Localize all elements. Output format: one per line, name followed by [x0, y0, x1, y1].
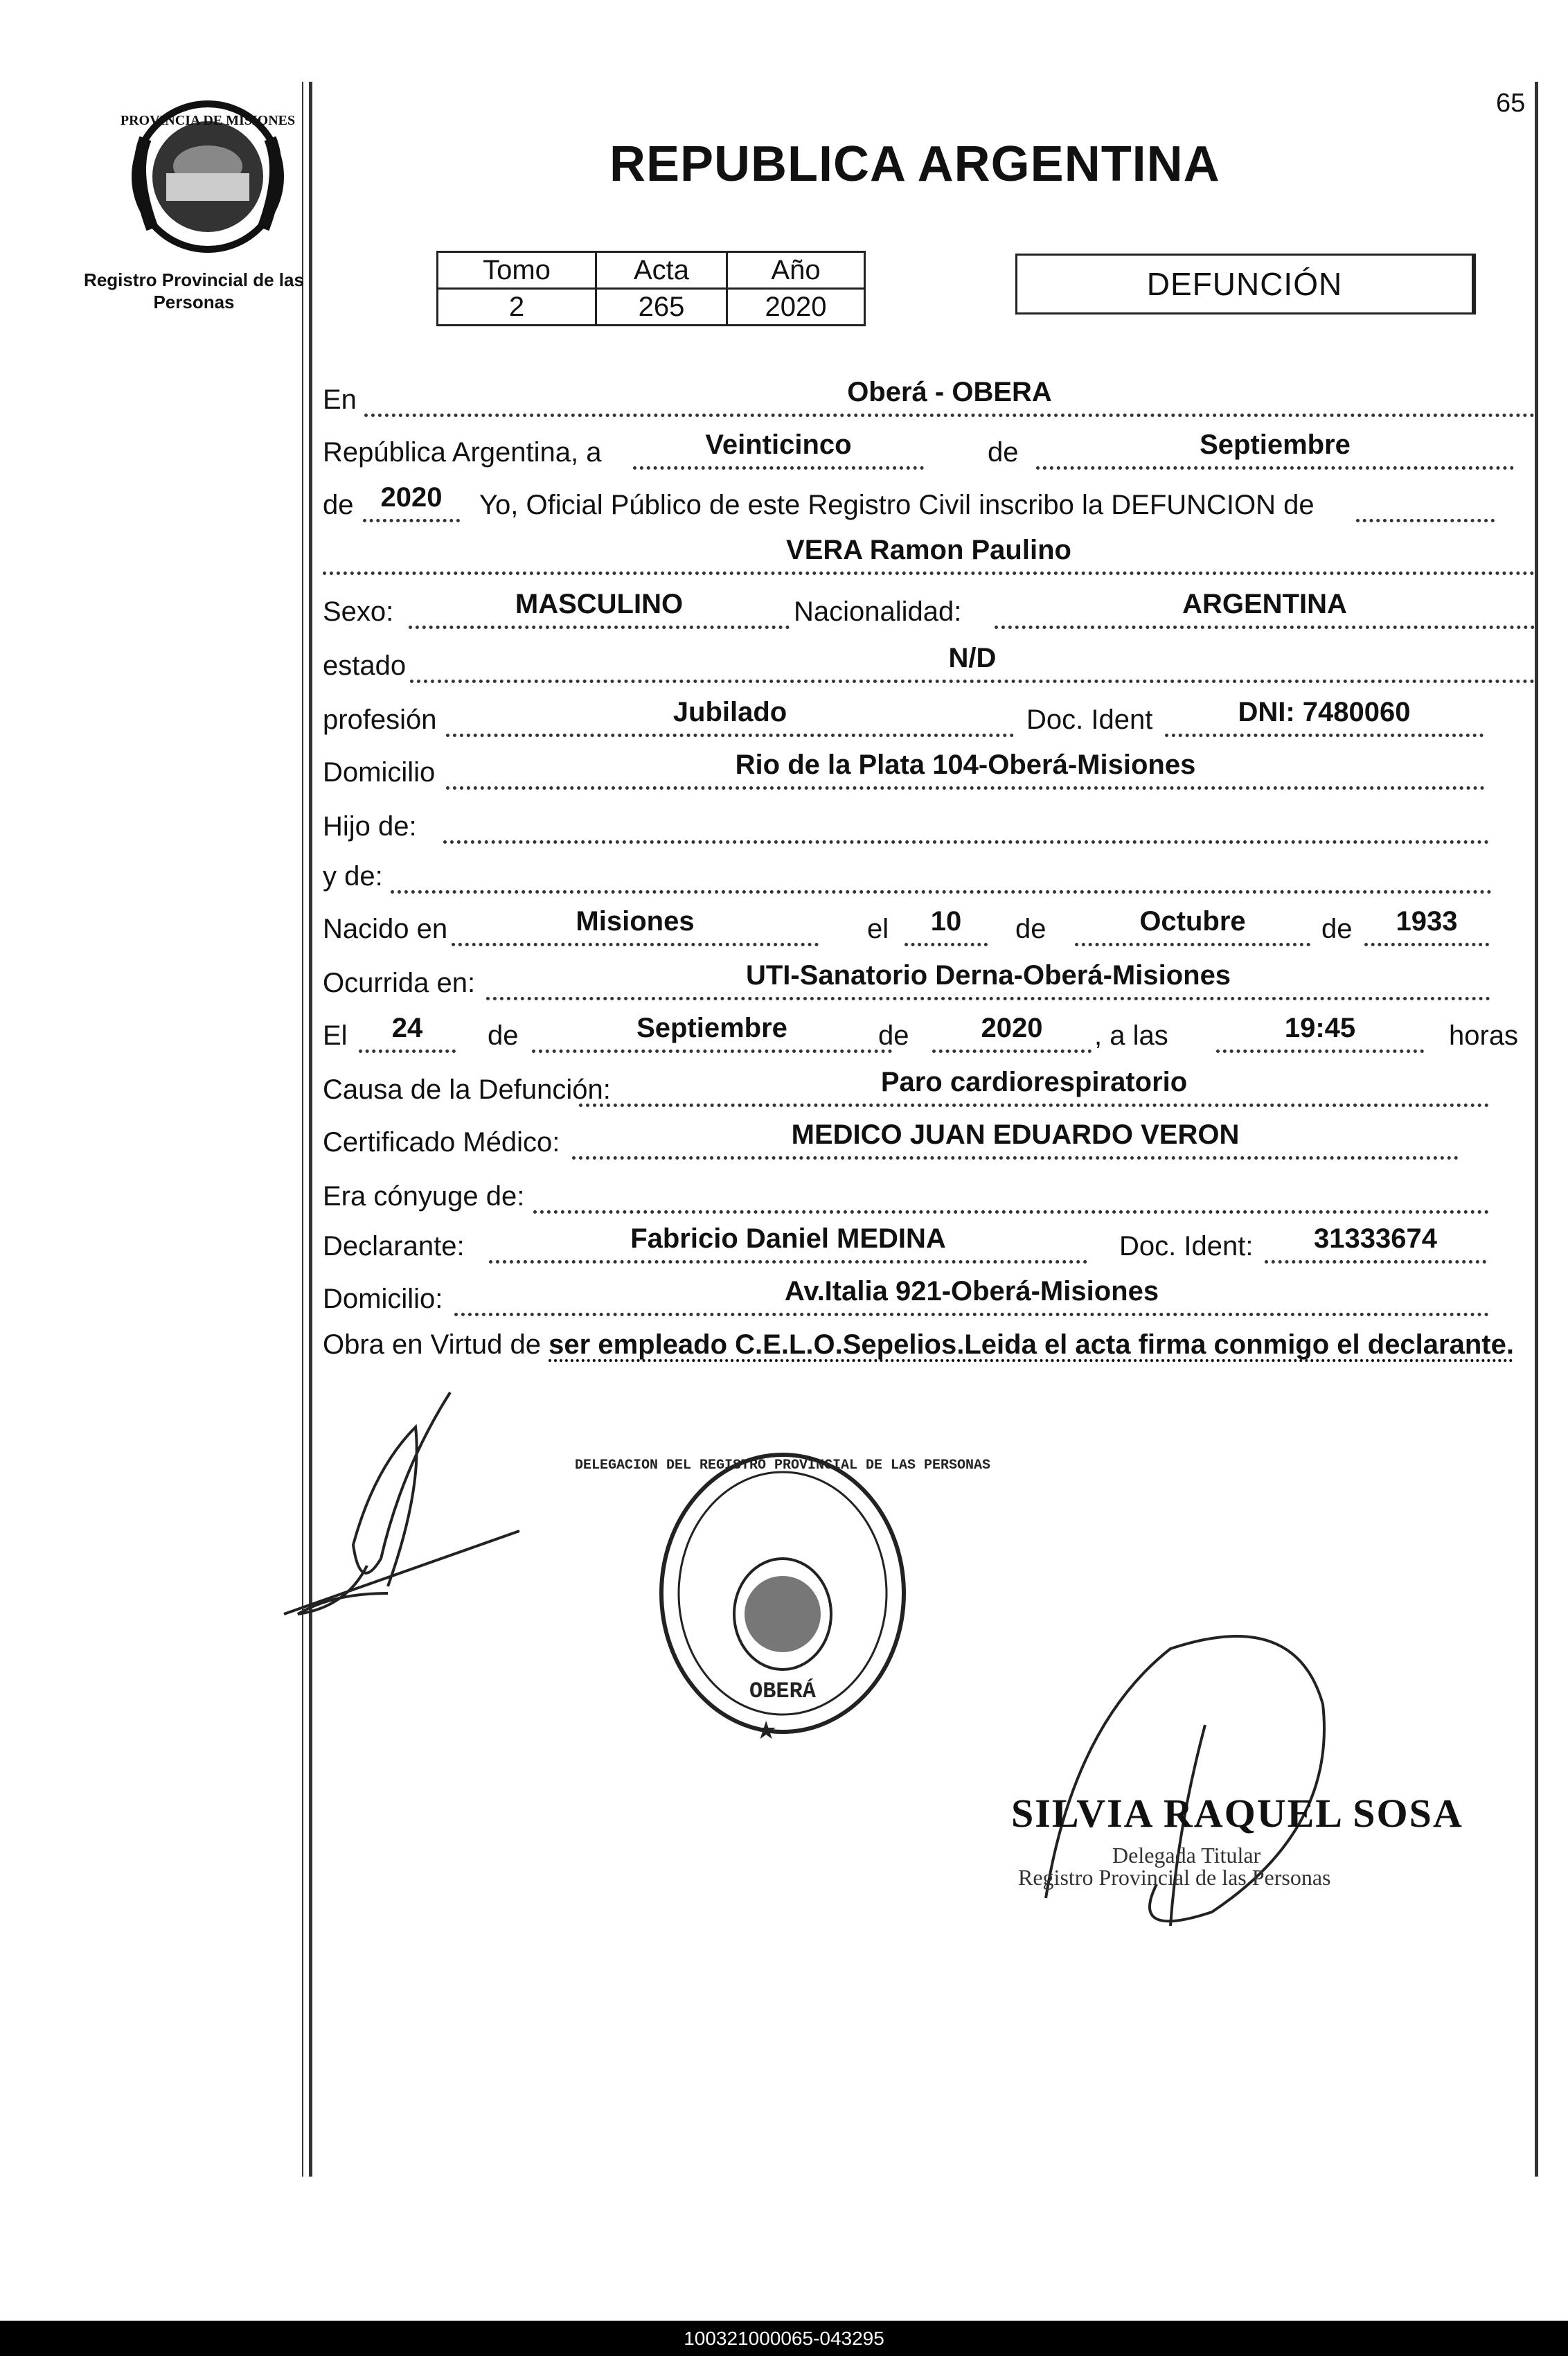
causa-field [579, 1068, 1489, 1107]
def-dia-field [359, 1013, 456, 1053]
nac-mes-field [1075, 907, 1310, 946]
alas-label: , a las [1094, 1020, 1168, 1051]
domicilio-value: Rio de la Plata 104-Oberá-Misiones [735, 750, 1196, 780]
yo-trailing-field [1356, 483, 1495, 522]
tomo-value: 2 [438, 289, 596, 326]
row-nacido [323, 906, 1535, 950]
obra-label: Obra en Virtud de [323, 1329, 542, 1360]
document-title: REPUBLICA ARGENTINA [609, 136, 1220, 192]
nacionalidad-field [995, 590, 1535, 629]
conyuge-field [533, 1174, 1489, 1214]
de-label: de [988, 437, 1019, 468]
def-de-label: de [488, 1020, 519, 1051]
nac-mes-value: Octubre [1139, 906, 1246, 937]
row-ocurrida [323, 960, 1535, 1004]
anio-header: Año [727, 252, 865, 289]
estado-field [410, 644, 1535, 683]
row-profesion [323, 697, 1535, 741]
sexo-label: Sexo: [323, 596, 394, 627]
anio-value: 2020 [380, 482, 443, 513]
def-de2-label: de [878, 1020, 909, 1051]
causa-value: Paro cardiorespiratorio [880, 1067, 1188, 1097]
stamp-star-icon: ★ [755, 1716, 778, 1744]
nacionalidad-value: ARGENTINA [1182, 589, 1347, 619]
official-name: SILVIA RAQUEL SOSA [1011, 1791, 1463, 1836]
record-type: DEFUNCIÓN [1146, 266, 1343, 302]
ocurrida-field [486, 961, 1490, 1000]
docident-value: DNI: 7480060 [1238, 697, 1411, 727]
stamp-ring-text: DELEGACION DEL REGISTRO PROVINCIAL DE LAS PERSONAS [574, 1458, 991, 1473]
en-value: Oberá - OBERA [847, 377, 1052, 407]
official-org: Registro Provincial de las Personas [1018, 1865, 1331, 1890]
nacido-field [452, 907, 819, 946]
volume-table [436, 251, 866, 326]
sexo-field [409, 590, 790, 629]
mes-field [1036, 430, 1514, 470]
certificado-value: MEDICO JUAN EDUARDO VERON [791, 1119, 1240, 1150]
nac-dia-field [905, 907, 988, 946]
declarante-field [489, 1224, 1087, 1264]
el-label: el [867, 914, 889, 944]
domicilio-field [446, 750, 1485, 790]
el2-label: El [323, 1020, 348, 1051]
yde-label: y de: [323, 861, 383, 892]
acta-header: Acta [596, 252, 727, 289]
certificado-field [572, 1120, 1459, 1160]
yo-text: Yo, Oficial Público de este Registro Civil inscribo la DEFUNCION de [479, 490, 1315, 520]
row-nombre [323, 535, 1535, 579]
ocurrida-label: Ocurrida en: [323, 968, 476, 998]
stamp-city: OBERÁ [749, 1679, 817, 1704]
left-margin-rule [309, 82, 312, 2177]
row-causa [323, 1067, 1535, 1111]
nac-de-label: de [1015, 914, 1046, 944]
page-number: 65 [1496, 89, 1526, 118]
ocurrida-value: UTI-Sanatorio Derna-Oberá-Misiones [745, 960, 1231, 991]
def-anio-value: 2020 [981, 1013, 1043, 1043]
row-certificado [323, 1119, 1535, 1164]
decl-doc-label: Doc. Ident: [1119, 1231, 1254, 1261]
tomo-header: Tomo [438, 252, 596, 289]
estado-label: estado [323, 650, 407, 681]
decl-dom-value: Av.Italia 921-Oberá-Misiones [784, 1276, 1159, 1307]
mes-value: Septiembre [1200, 429, 1351, 460]
decl-doc-value: 31333674 [1314, 1223, 1437, 1254]
row-yde [323, 856, 1535, 898]
docident-field [1165, 698, 1484, 737]
declarante-label: Declarante: [323, 1231, 465, 1261]
obra-paragraph [323, 1327, 1532, 1362]
dia-value: Veinticinco [705, 429, 852, 460]
row-sexo [323, 589, 1535, 633]
row-domicilio [323, 752, 1535, 794]
anio-value: 2020 [727, 289, 865, 326]
def-mes-value: Septiembre [636, 1013, 787, 1043]
decl-dom-label: Domicilio: [323, 1284, 443, 1314]
estado-value: N/D [948, 643, 997, 673]
anio-field [363, 483, 460, 522]
nac-dia-value: 10 [930, 906, 962, 937]
yde-field [391, 854, 1492, 894]
dia-field [633, 430, 924, 470]
row-decl-domicilio [323, 1276, 1535, 1320]
profesion-value: Jubilado [672, 697, 787, 727]
nac-anio-value: 1933 [1396, 906, 1458, 937]
de2-label: de [323, 490, 354, 520]
declarant-signature [277, 1385, 540, 1635]
causa-label: Causa de la Defunción: [323, 1074, 611, 1105]
decl-dom-field [454, 1277, 1489, 1316]
row-conyuge [323, 1176, 1535, 1218]
horas-label: horas [1449, 1020, 1519, 1051]
domicilio-label: Domicilio [323, 757, 436, 788]
right-margin-rule [1535, 82, 1538, 2177]
row-estado [323, 643, 1535, 687]
nacido-value: Misiones [576, 906, 695, 937]
acta-value: 265 [596, 289, 727, 326]
nac-de2-label: de [1321, 914, 1353, 944]
row-anio [323, 482, 1535, 526]
official-role: Delegada Titular [1112, 1843, 1261, 1868]
row-declarante [323, 1223, 1535, 1268]
docident-label: Doc. Ident [1026, 705, 1153, 735]
province-seal-logo [118, 97, 298, 256]
hora-value: 19:45 [1284, 1013, 1356, 1043]
nombre-field [323, 535, 1535, 575]
official-stamp [574, 1441, 991, 1760]
official-signature-scribble [1032, 1621, 1392, 1940]
profesion-label: profesión [323, 705, 437, 735]
conyuge-label: Era cónyuge de: [323, 1181, 525, 1212]
barcode-footer: 100321000065-043295 [0, 2321, 1568, 2356]
nacionalidad-label: Nacionalidad: [794, 596, 962, 627]
row-hijo [323, 806, 1535, 848]
hijo-field [443, 804, 1489, 844]
def-mes-field [532, 1013, 892, 1053]
profesion-field [446, 698, 1014, 737]
row-republica [323, 429, 1535, 474]
hora-field [1216, 1013, 1424, 1053]
declarante-value: Fabricio Daniel MEDINA [630, 1223, 946, 1254]
record-type-box [1015, 254, 1476, 315]
en-field [364, 378, 1535, 417]
row-en [323, 377, 1535, 421]
certificado-label: Certificado Médico: [323, 1127, 560, 1158]
en-label: En [323, 384, 357, 415]
def-dia-value: 24 [391, 1013, 423, 1043]
decl-doc-field [1265, 1224, 1486, 1264]
hijo-label: Hijo de: [323, 811, 417, 842]
sexo-value: MASCULINO [515, 589, 684, 619]
def-anio-field [932, 1013, 1092, 1053]
obra-value: ser empleado C.E.L.O.Sepelios.Leida el acta firma conmigo el declarante. [549, 1329, 1514, 1360]
nac-anio-field [1364, 907, 1489, 946]
nombre-value: VERA Ramon Paulino [786, 535, 1071, 565]
row-fecha-defuncion [323, 1013, 1535, 1057]
republica-label: República Argentina, a [323, 437, 602, 468]
registry-label: Registro Provincial de las Personas [84, 269, 304, 312]
left-border-rule [302, 82, 303, 2177]
nacido-label: Nacido en [323, 914, 448, 944]
seal-logo-text: PROVINCIA DE MISIONES [120, 113, 296, 128]
